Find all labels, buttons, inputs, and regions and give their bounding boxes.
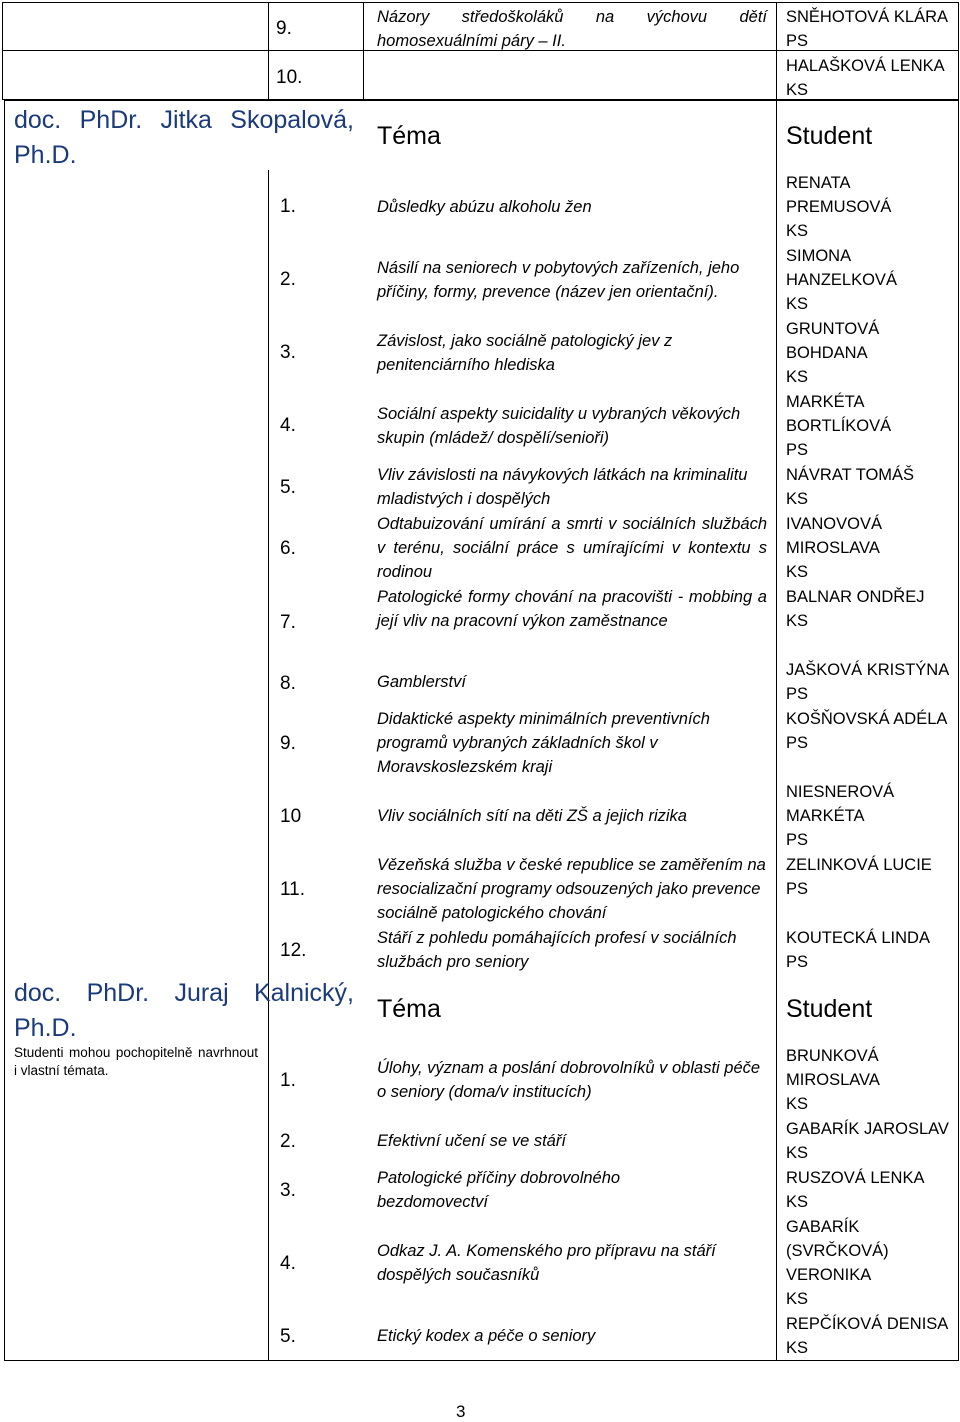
column-divider	[268, 170, 269, 1361]
student-name: NIESNEROVÁ MARKÉTA	[786, 783, 895, 825]
row-number: 3.	[280, 342, 296, 363]
student-entry	[786, 512, 936, 584]
student-name: RUSZOVÁ LENKA	[786, 1169, 925, 1187]
study-mode: KS	[786, 222, 809, 240]
student-name: HALAŠKOVÁ LENKA	[786, 57, 945, 75]
topic-text: Závislost, jako sociálně patologický jev z penitenciárního hlediska	[377, 332, 673, 374]
row-number: 4.	[280, 415, 296, 436]
student-name: MARKÉTA BORTLÍKOVÁ	[786, 393, 892, 435]
supervisor-line: doc. PhDr. Juraj Kalnický,	[14, 979, 354, 1007]
row-number: 11.	[280, 879, 306, 900]
row-number: 5.	[280, 477, 296, 498]
study-mode: KS	[786, 1095, 809, 1113]
study-mode: KS	[786, 612, 809, 630]
student-entry	[786, 171, 936, 243]
study-mode: KS	[786, 295, 809, 313]
student-name: GRUNTOVÁ BOHDANA	[786, 320, 880, 362]
study-mode: KS	[786, 1144, 809, 1162]
row-number: 10	[280, 806, 302, 827]
student-name: KOUTECKÁ LINDA	[786, 929, 930, 947]
row-number: 9.	[280, 733, 296, 754]
student-name: IVANOVOVÁ MIROSLAVA	[786, 515, 882, 557]
student-entry	[786, 317, 936, 389]
student-entry	[786, 5, 956, 53]
study-mode: PS	[786, 734, 809, 752]
study-mode: PS	[786, 831, 809, 849]
student-entry	[786, 244, 936, 316]
topic-text: Názory středoškoláků na výchovu dětí homosexuálními páry – II.	[377, 8, 767, 50]
student-entry	[786, 585, 956, 633]
topic-text: Vězeňská služba v české republice se zaměřením na resocializační programy odsouzených jako prevence sociálně patologického chování	[377, 856, 766, 922]
student-entry	[786, 1044, 936, 1116]
student-name: GABARÍK JAROSLAV	[786, 1120, 949, 1138]
study-mode: KS	[786, 563, 809, 581]
student-entry	[786, 658, 956, 706]
study-mode: KS	[786, 490, 809, 508]
student-name: BRUNKOVÁ MIROSLAVA	[786, 1047, 880, 1089]
column-header-topic: Téma	[377, 995, 441, 1023]
student-entry	[786, 1166, 956, 1214]
student-name: JAŠKOVÁ KRISTÝNA	[786, 661, 950, 679]
row-number: 2.	[280, 269, 296, 290]
student-name: KOŠŇOVSKÁ ADÉLA	[786, 710, 948, 728]
row-number: 10.	[276, 67, 303, 88]
page-number: 3	[456, 1402, 466, 1421]
row-number: 1.	[280, 1070, 296, 1091]
topic-text: Vliv závislosti na návykových látkách na kriminalitu mladistvých i dospělých	[377, 466, 748, 508]
student-name: RENATA PREMUSOVÁ	[786, 174, 892, 216]
student-entry	[786, 1117, 956, 1165]
supervisor-line: doc. PhDr. Jitka Skopalová,	[14, 106, 354, 134]
supervisor-name	[14, 976, 354, 1046]
student-name: REPČÍKOVÁ DENISA	[786, 1315, 949, 1333]
topic-text: Efektivní učení se ve stáří	[377, 1132, 566, 1150]
study-mode: PS	[786, 953, 809, 971]
topic-text: Etický kodex a péče o seniory	[377, 1327, 596, 1345]
topic-text: Násilí na seniorech v pobytových zařízeních, jeho příčiny, formy, prevence (název jen orientační).	[377, 259, 740, 301]
study-mode: KS	[786, 368, 809, 386]
study-mode: PS	[786, 441, 809, 459]
study-mode: PS	[786, 685, 809, 703]
row-number: 6.	[280, 538, 296, 559]
study-mode: PS	[786, 32, 809, 50]
row-number: 3.	[280, 1180, 296, 1201]
study-mode: KS	[786, 1339, 809, 1357]
study-mode: KS	[786, 1290, 809, 1308]
topic-text: Gamblerství	[377, 673, 466, 691]
supervisor-name	[14, 103, 354, 173]
column-divider	[268, 2, 269, 100]
topic-text: Vliv sociálních sítí na děti ZŠ a jejich rizika	[377, 807, 687, 825]
column-header-topic: Téma	[377, 122, 441, 150]
student-entry	[786, 853, 956, 901]
supervisor-note: Studenti mohou pochopitelně navrhnout i vlastní témata.	[14, 1045, 258, 1078]
row-number: 8.	[280, 673, 296, 694]
student-entry	[786, 54, 956, 102]
topic-text: Odkaz J. A. Komenského pro přípravu na stáří dospělých současníků	[377, 1242, 716, 1284]
student-name: GABARÍK (SVRČKOVÁ) VERONIKA	[786, 1218, 889, 1284]
column-divider	[363, 2, 364, 100]
student-entry	[786, 390, 936, 462]
study-mode: KS	[786, 81, 809, 99]
student-name: SNĚHOTOVÁ KLÁRA	[786, 8, 948, 26]
column-divider	[776, 100, 777, 1361]
column-divider	[776, 2, 777, 100]
topic-text: Odtabuizování umírání a smrti v sociálních službách v terénu, sociální práce s umírajícími v kontextu s rodinou	[377, 515, 767, 581]
student-name: ZELINKOVÁ LUCIE	[786, 856, 932, 874]
row-number: 2.	[280, 1131, 296, 1152]
row-number: 9.	[276, 18, 292, 39]
supervisor-line: Ph.D.	[14, 141, 77, 169]
topic-text: Didaktické aspekty minimálních preventivních programů vybraných základních škol v Moravskoslezském kraji	[377, 710, 710, 776]
row-number: 7.	[280, 612, 296, 633]
student-name: BALNAR ONDŘEJ	[786, 588, 925, 606]
student-entry	[786, 780, 936, 852]
row-number: 4.	[280, 1253, 296, 1274]
study-mode: PS	[786, 880, 809, 898]
row-number: 1.	[280, 196, 296, 217]
topic-text: Důsledky abúzu alkoholu žen	[377, 198, 592, 216]
student-entry	[786, 926, 956, 974]
topic-text: Sociální aspekty suicidality u vybraných věkových skupin (mládež/ dospělí/senioři)	[377, 405, 741, 447]
student-entry	[786, 707, 956, 755]
student-entry	[786, 463, 956, 511]
study-mode: KS	[786, 1193, 809, 1211]
topic-text: Úlohy, význam a poslání dobrovolníků v oblasti péče o seniory (doma/v institucích)	[377, 1059, 761, 1101]
topic-text: Stáří z pohledu pomáhajících profesí v sociálních službách pro seniory	[377, 929, 737, 971]
supervisor-line: Ph.D.	[14, 1014, 77, 1042]
row-number: 12.	[280, 940, 307, 961]
column-header-student: Student	[786, 995, 873, 1023]
column-header-student: Student	[786, 122, 873, 150]
student-name: SIMONA HANZELKOVÁ	[786, 247, 897, 289]
student-entry	[786, 1215, 896, 1311]
student-name: NÁVRAT TOMÁŠ	[786, 466, 915, 484]
row-number: 5.	[280, 1326, 296, 1347]
topic-text: Patologické příčiny dobrovolného bezdomovectví	[377, 1169, 621, 1211]
student-entry	[786, 1312, 956, 1360]
topic-text: Patologické formy chování na pracovišti - mobbing a její vliv na pracovní výkon zaměstnance	[377, 588, 767, 630]
